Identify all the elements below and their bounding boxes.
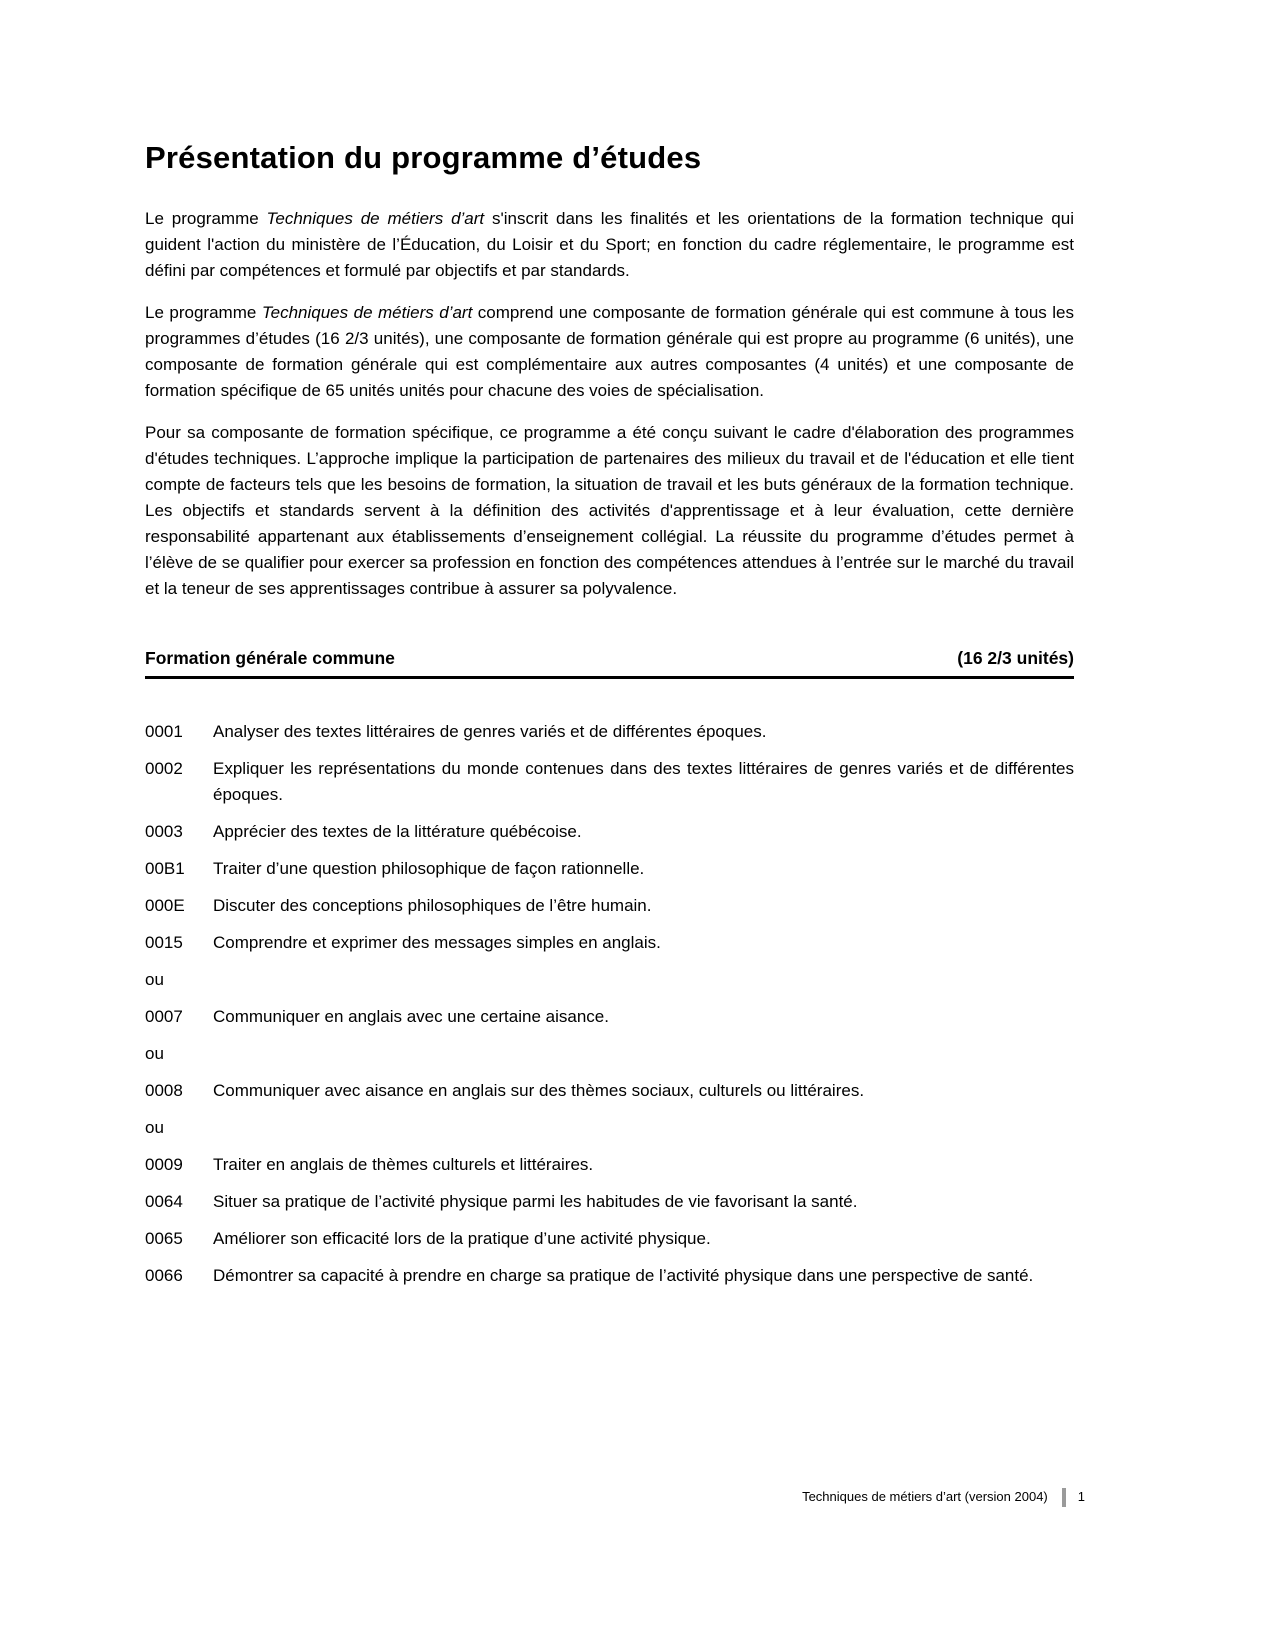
page-footer [802,1487,1085,1507]
competency-code: 0002 [145,759,183,778]
competency-text: Communiquer en anglais avec une certaine aisance. [213,1007,609,1026]
competency-code: 00B1 [145,859,185,878]
footer-divider [1062,1488,1066,1507]
competency-text: Communiquer avec aisance en anglais sur des thèmes sociaux, culturels ou littéraires. [213,1081,865,1100]
competency-separator [145,1041,1074,1067]
competency-row [145,1152,1074,1178]
paragraph-2-post: comprend une composante de formation générale qui est commune à tous les programmes d’études (16 2/3 unités), une composante de formation générale qui est propre au programme (6 unités), une composante de formation générale qui est complémentaire aux autres composantes (4 unités) et une composante de formation spécifique de 65 unités unités pour chacune des voies de spécialisation. [145,303,1074,400]
competency-text: Traiter en anglais de thèmes culturels et littéraires. [213,1155,594,1174]
competency-row [145,856,1074,882]
paragraph-3: Pour sa composante de formation spécifique, ce programme a été conçu suivant le cadre d'élaboration des programmes d'études techniques. L’approche implique la participation de partenaires des milieux du travail et de l'éducation et elle tient compte de facteurs tels que les besoins de formation, la situation de travail et les buts généraux de la formation technique. Les objectifs et standards servent à la définition des activités d'apprentissage et à leur évaluation, cette dernière responsabilité appartenant aux établissements d’enseignement collégial. La réussite du programme d’études permet à l’élève de se qualifier pour exercer sa profession en fonction des compétences attendues à l’entrée sur le marché du travail et la teneur de ses apprentissages contribue à assurer sa polyvalence. [145,423,1074,598]
competency-text: Expliquer les représentations du monde contenues dans des textes littéraires de genres variés et de différentes époques. [213,759,1074,804]
paragraph-1-italic: Techniques de métiers d’art [266,209,485,228]
competency-code: 0001 [145,722,183,741]
competency-text: Apprécier des textes de la littérature québécoise. [213,822,582,841]
section-title: Formation générale commune [145,648,395,668]
competency-row [145,930,1074,956]
footer-page-number: 1 [1077,1489,1085,1504]
competency-text: Traiter d’une question philosophique de façon rationnelle. [213,859,645,878]
section-header [145,648,1074,679]
competency-code: 0015 [145,933,183,952]
section-units: (16 2/3 unités) [957,648,1074,668]
competency-separator-label: ou [145,1044,164,1063]
competency-row [145,1263,1074,1289]
competency-separator-label: ou [145,1118,164,1137]
page-title: Présentation du programme d’études [145,140,702,175]
competency-list [145,719,1074,1300]
competency-row [145,1004,1074,1030]
competency-row [145,756,1074,808]
paragraph-1-post: s'inscrit dans les finalités et les orientations de la formation technique qui guident l'action du ministère de l’Éducation, du Loisir et du Sport; en fonction du cadre réglementaire, le programme est défini par compétences et formulé par objectifs et par standards. [145,209,1074,280]
competency-code: 0066 [145,1266,183,1285]
competency-text: Démontrer sa capacité à prendre en charge sa pratique de l’activité physique dans une perspective de santé. [213,1266,1034,1285]
competency-separator [145,1115,1074,1141]
competency-separator [145,967,1074,993]
competency-code: 0064 [145,1192,183,1211]
competency-code: 0007 [145,1007,183,1026]
competency-code: 0065 [145,1229,183,1248]
paragraph-2-italic: Techniques de métiers d’art [261,303,473,322]
competency-row [145,819,1074,845]
competency-code: 0009 [145,1155,183,1174]
competency-row [145,1189,1074,1215]
competency-text: Analyser des textes littéraires de genres variés et de différentes époques. [213,722,767,741]
paragraph-2 [145,300,1074,404]
competency-code: 0003 [145,822,183,841]
competency-text: Améliorer son efficacité lors de la pratique d’une activité physique. [213,1229,711,1248]
competency-row [145,893,1074,919]
paragraph-2-pre: Le programme [145,303,262,322]
page-content [145,140,1074,1311]
competency-row [145,719,1074,745]
competency-code: 0008 [145,1081,183,1100]
paragraph-1 [145,206,1074,284]
competency-text: Situer sa pratique de l’activité physique parmi les habitudes de vie favorisant la santé. [213,1192,858,1211]
competency-separator-label: ou [145,970,164,989]
footer-document-title: Techniques de métiers d’art (version 2004) [802,1489,1048,1504]
competency-code: 000E [145,896,185,915]
competency-row [145,1078,1074,1104]
paragraph-1-pre: Le programme [145,209,267,228]
competency-row [145,1226,1074,1252]
competency-text: Discuter des conceptions philosophiques de l’être humain. [213,896,652,915]
competency-text: Comprendre et exprimer des messages simples en anglais. [213,933,661,952]
